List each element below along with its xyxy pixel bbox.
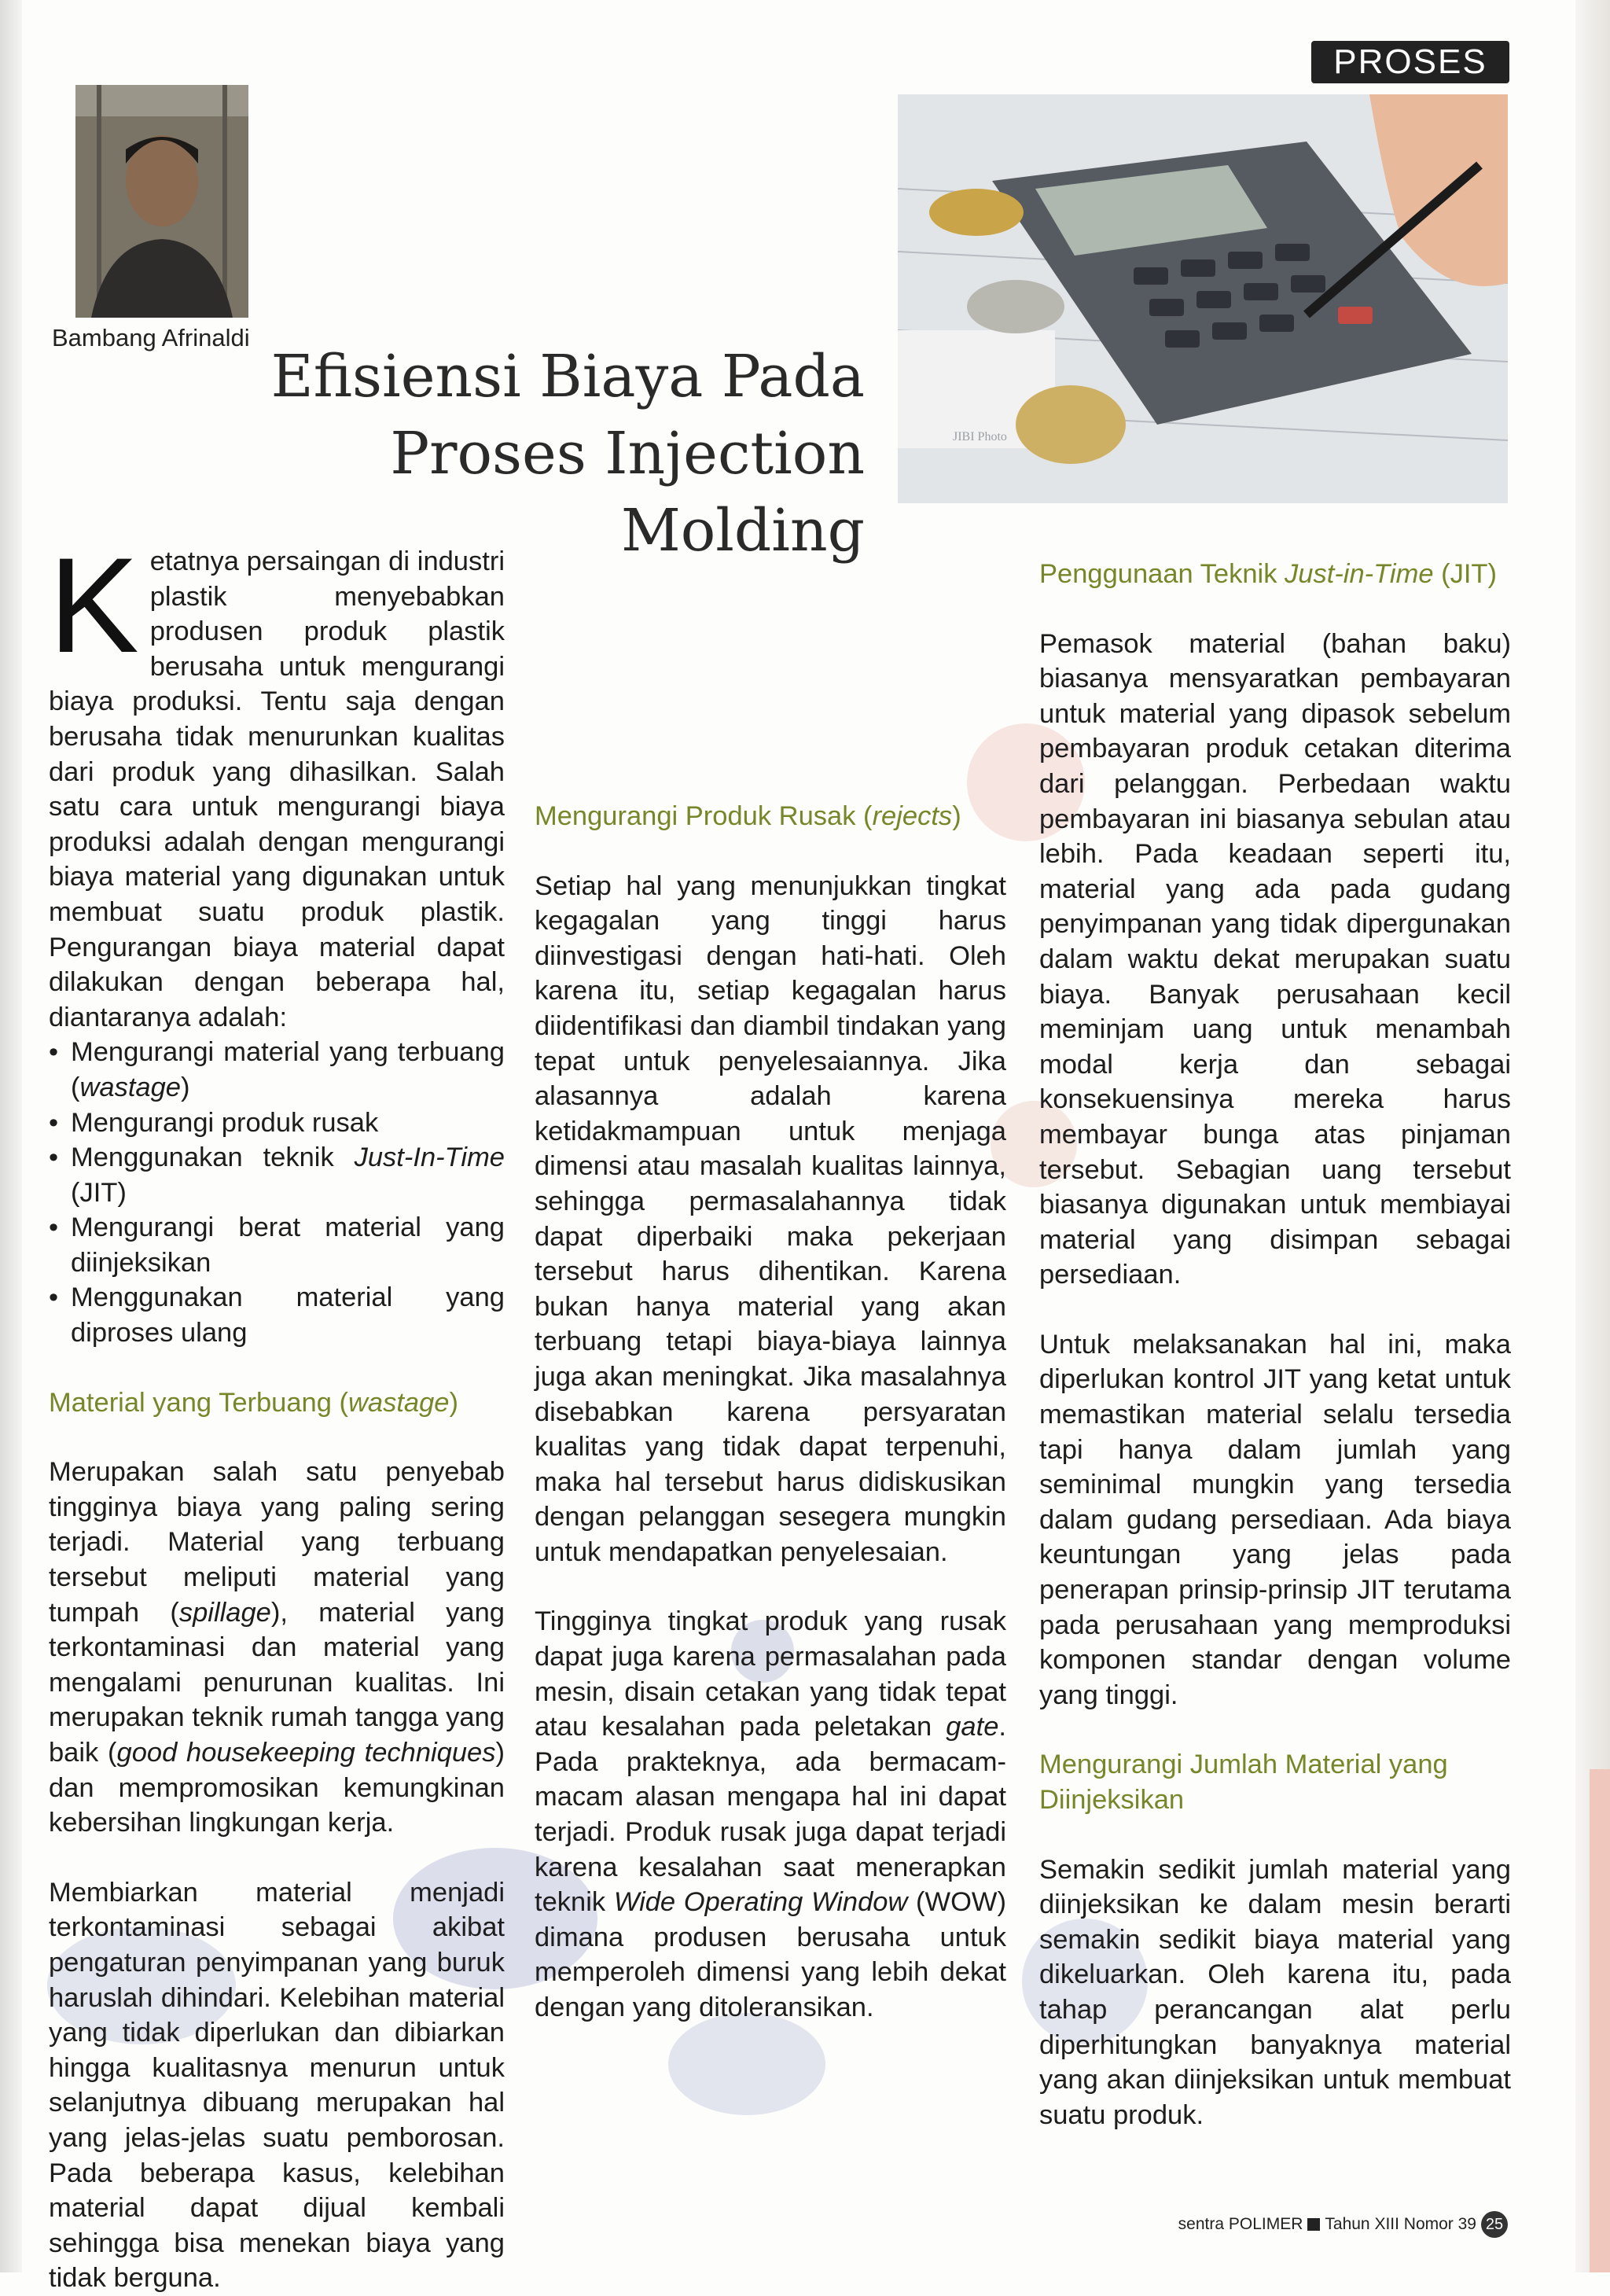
drop-cap: K [49,530,139,681]
list-item: • Mengurangi produk rusak [49,1106,505,1141]
intro-paragraph: Ketatnya persaingan di industri plastik menyebabkan produsen produk plastik berusaha untuk mengurangi biaya produksi. Tentu saja dengan berusaha tidak menurunkan kualitas dari produk yang dihasilkan. Salah satu cara untuk mengurangi biaya produksi adalah dengan mengurangi biaya material yang digunakan untuk membuat suatu produk plastik. Pengurangan biaya material dapat dilakukan dengan beberapa hal, diantaranya adalah: [49,530,505,1032]
page-footer [1178,2211,1508,2238]
issue-info: Tahun XIII Nomor 39 [1325,2215,1476,2233]
list-item: • Menggunakan teknik Just-In-Time (JIT) [49,1140,505,1210]
paragraph: Pemasok material (bahan baku) biasanya mensyaratkan pembayaran untuk material yang dipasok sebelum pembayaran produk cetakan diterima dari pelanggan. Perbedaan waktu pembayaran ini biasanya sebulan atau lebih. Pada keadaan seperti itu, material yang ada pada gudang penyimpanan yang tidak dipergunakan dalam waktu dekat merupakan suatu biaya. Banyak perusahaan kecil meminjam uang untuk menambah modal kerja dan sebagai konsekuensinya mereka harus membayar bunga atas pinjaman tersebut. Sebagian uang tersebut biasanya digunakan untuk membiayai material yang disimpan sebagai persediaan. [1039,628,1511,1290]
page-binding-strip [1590,1769,1610,2272]
author-name: Bambang Afrinaldi [52,324,250,351]
title-line-2: Proses Injection Molding [390,420,865,565]
column-2-body [535,799,1006,2026]
paragraph: Tingginya tingkat produk yang rusak dapat juga karena permasalahan pada mesin, disain cetakan yang tidak tepat atau kesalahan pada peletakan gate. Pada prakteknya, ada bermacam-macam alasan mengapa hal ini dapat terjadi. Produk rusak juga dapat terjadi karena kesalahan saat menerapkan teknik Wide Operating Window (WOW) dimana produsen berusaha untuk memperoleh dimensi yang lebih dekat dengan yang ditoleransikan. [535,1606,1006,2022]
calculator-photo [898,94,1508,503]
list-item: • Menggunakan material yang diproses ulang [49,1280,505,1350]
title-line-1: Efisiensi Biaya Pada [270,343,865,410]
section-tag: PROSES [1311,41,1509,83]
subheading-wastage: Material yang Terbuang (wastage) [49,1387,458,1418]
column-3 [1039,557,1511,2132]
subheading-rejects: Mengurangi Produk Rusak (rejects) [535,801,961,831]
page-left-edge [0,0,22,2272]
paragraph: Setiap hal yang menunjukkan tingkat kegagalan yang tinggi harus diinvestigasi dengan hati-hati. Oleh karena itu, setiap kegagalan harus diidentifikasi dan diambil tindakan yang tepat untuk penyelesaiannya. Jika alasannya adalah karena ketidakmampuan untuk menjaga dimensi atau masalah kualitas lainnya, sehingga permasalahannya tidak dapat diperbaiki maka pekerjaan tersebut harus dihentikan. Karena bukan hanya material yang akan terbuang tetapi biaya-biaya lainnya juga akan meningkat. Jika masalahnya disebabkan karena persyaratan kualitas yang tidak dapat terpenuhi, maka hal tersebut harus didiskusikan dengan pelanggan sesegera mungkin untuk mendapatkan penyelesaian. [535,870,1006,1567]
column-1 [49,530,505,2296]
page-number: 25 [1481,2211,1508,2238]
subheading-injected: Mengurangi Jumlah Material yang Diinjeksikan [1039,1750,1448,1815]
author-photo [75,85,248,318]
decor-splat [668,2013,825,2115]
paragraph: Merupakan salah satu penyebab tingginya biaya yang paling sering terjadi. Material yang terbuang tersebut meliputi material yang tumpah (spillage), material yang terkontaminasi dan material yang mengalami penurunan kualitas. Ini merupakan teknik rumah tangga yang baik (good housekeeping techniques) dan mempromosikan kemungkinan kebersihan lingkungan kerja. [49,1457,505,1838]
photo-credit: JIBI Photo [953,430,1007,443]
magazine-name: sentra POLIMER [1178,2215,1303,2233]
paragraph: Untuk melaksanakan hal ini, maka diperlukan kontrol JIT yang ketat untuk memastikan material selalu tersedia tapi hanya dalam jumlah yang seminimal mungkin yang tersedia dalam gudang persediaan. Ada biaya keuntungan yang jelas pada penerapan prinsip-prinsip JIT terutama pada perusahaan yang memproduksi komponen standar dengan volume yang tinggi. [1039,1329,1511,1710]
paragraph: Semakin sedikit jumlah material yang diinjeksikan ke dalam mesin berarti semakin sedikit biaya material yang dikeluarkan. Oleh karena itu, pada tahap perancangan alat perlu diperhitungkan banyaknya material yang akan diinjeksikan untuk membuat suatu produk. [1039,1854,1511,2130]
list-item: • Mengurangi berat material yang diinjeksikan [49,1210,505,1280]
paragraph: Membiarkan material menjadi terkontaminasi sebagai akibat pengaturan penyimpanan yang buruk haruslah dihindari. Kelebihan material yang tidak diperlukan dan dibiarkan hingga kualitasnya menurun untuk selanjutnya dibuang merupakan hal yang jelas-jelas suatu pemborosan. Pada beberapa kasus, kelebihan material dapat dijual kembali sehingga bisa menekan biaya yang tidak berguna. [49,1877,505,2294]
subheading-jit: Penggunaan Teknik Just-in-Time (JIT) [1039,559,1497,589]
list-item: • Mengurangi material yang terbuang (wastage) [49,1035,505,1105]
article-title [157,338,865,569]
separator-square-icon [1307,2218,1320,2231]
bullet-list [49,1035,505,1350]
